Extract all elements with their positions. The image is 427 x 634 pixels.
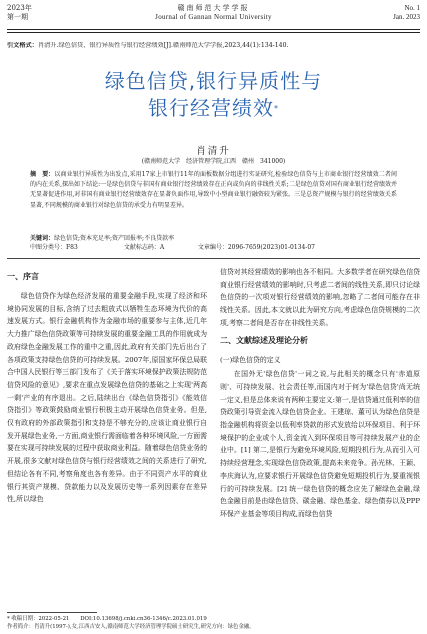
document-code: 文献标志码：A	[123, 244, 165, 251]
body-column-right	[220, 266, 420, 611]
body-paragraph-continued: 信贷对其经营绩效的影响也各不相同。大多数学者在研究绿色信贷商业银行经营绩效的影响时,只考虑二者间的线性关系,即只讨论绿色信贷的一次项对银行经营绩效的影响,忽略了二者间可能存在非线性关系。因此,本文就以此为研究方向,考虑绿色信贷规模的二次项,考察二者间是否存在非线性关系。	[220, 268, 420, 327]
journal-name-cn: 赣南师范大学学报	[177, 4, 250, 12]
header-date: Jan. 2023	[393, 13, 420, 21]
subsection-heading: (一)绿色信贷的定义	[220, 355, 281, 364]
body-column-left	[7, 266, 207, 611]
header-right	[393, 4, 420, 22]
abstract-label: 摘 要：	[30, 171, 55, 178]
title-line-1: 绿色信贷,银行异质性与	[104, 69, 323, 93]
author-affiliation: (赣南师范大学 经济管理学院,江西 赣州 341000)	[141, 158, 286, 165]
abstract-text: 以商业银行异质性为出发点,采用17家上市银行11年的面板数据分组进行实证研究,检验绿色信贷与上市商业银行经营绩效二者间的内在关系,探出如下结论:一是绿色信贷与非国有商业银行经营绩效存在正向或负向的非线性关系;二是绿色信贷对国有商业银行经营绩效并无显著促进作用,对非国有商业银行经营绩效存在显著负面作用,导致中小型商业银行融资较为紧张。三是总资产规模与银行的经营绩效关系显著,不同规模的商业银行对绿色信贷的承受力有明显差异。	[30, 171, 397, 209]
header-number: No. 1	[404, 4, 420, 12]
article-meta	[30, 243, 397, 252]
header-rule-thick	[7, 29, 420, 30]
header-year: 2023年	[7, 4, 32, 12]
keywords-text: 绿色信贷;资本充足率;资产回报率;不良贷款率	[54, 235, 175, 242]
article-title	[0, 68, 427, 122]
clc-number: 中图分类号：F83	[30, 244, 78, 251]
keywords	[30, 234, 397, 243]
section-2-heading: 二、文献综述及理论分析	[220, 335, 308, 345]
header-rule-thin	[7, 32, 420, 33]
header-issue: 第一期	[7, 13, 28, 21]
body-separator	[7, 258, 420, 259]
citation-label: 引文格式：	[7, 42, 38, 49]
footnote-rule	[7, 612, 97, 613]
citation-format	[7, 42, 420, 50]
journal-header	[7, 4, 420, 28]
citation-text: 肖清升.绿色信贷、银行异质性与银行经营绩效[J].赣南师范大学学报,2023,44(1):134-140.	[37, 42, 289, 49]
title-line-2: 银行经营绩效	[148, 96, 274, 120]
journal-name-en: Journal of Gannan Normal University	[155, 13, 272, 21]
article-number: 文章编号：2096-7659(2023)01-0134-07	[197, 244, 315, 251]
section-1-heading: 一、序言	[7, 272, 39, 281]
abstract	[30, 170, 397, 234]
keywords-label: 关键词：	[30, 235, 55, 242]
body-paragraph: 绿色信贷作为绿色经济发展的重要金融手段,实现了经济和环境协同发展的目标,含纳了过去粗放式以牺牲生态环境为代价的高速发展方式。银行金融机构作为金融市场的重要参与主体,近几年大力推广绿色信贷政策等可持续发展的重要金融工具的作用就成为政府绿色金融发展工作的重中之重,因此,政府有关部门先后出台了各项政策支持绿色信贷的可持续发展。2007年,原国家环保总局联合中国人民银行等三部门发布了《关于落实环境保护政策法规防范信贷风险的意见》,要求在重点发展绿色信贷的基础之上实现'两高一剩'产业的有序退出。之后,陆续出台《绿色信贷指引》《能效信贷指引》等政策鼓励商业银行积极主动开展绿色信贷业务。但是,仅有政府的外部政策指引和支持是不够充分的,应该让商业银行自发开展绿色业务,一方面,商业银行需面临着各种环境风险,一方面需要在实现可持续发展的过程中获取商业利益。随着绿色信贷业务的开展,很多文献对绿色信贷与银行经营绩效之间的关系进行了研究,但结论各有不同,考察角度也各有差异。由于不同资产水平的商业银行其资产规模、贷款能力以及发展历史等一系列因素存在差异性,所以绿色	[7, 292, 207, 504]
body-paragraph: 在国外无'绿色信贷'一词之说,与此相关的概念只有'赤道原则'、可持续发展、社会责任等,而国内对于何为'绿色信贷'尚无统一定义,但是总体来说有两种主要定义:第一,是信贷通过低利率的信贷政策引导资金流入绿色信贷企业。王建琼、董可认为绿色信贷是指金融机构将资金以低利率贷款的形式发放给以环保项目、利于环境保护的企业或个人,资金流入到环保项目等可持续发展产业的企业中。[1] 第二,是银行为避免环境风险,短期投机行为,从而引入可持续经营理念,实现绿色信贷政策,提高未来竞争。孙光林、王颖、李庆海认为,应要求银行开展绿色信贷避免短期投机行为,要重视银行的可持续发展。[2] 统一绿色信贷的概念应先了解绿色金融,绿色金融目前是由绿色信贷、碳金融、绿色基金、绿色债券以及PPP环保产业基金等项目构成,而绿色信贷	[220, 370, 420, 518]
title-footnote-mark: *	[274, 104, 279, 113]
header-center	[7, 4, 420, 22]
author-name: 肖清升	[196, 146, 231, 157]
footnote-received: * 收稿日期：2022-05-21 DOI:10.13698/j.cnki.cn36-1346/c.2023.01.019	[7, 616, 207, 622]
footnote-author-bio: 作者简介：肖清升(1997-),女,江西吉安人,赣南师范大学经济管理学院硕士研究生,研究方向：绿色金融。	[7, 624, 255, 630]
